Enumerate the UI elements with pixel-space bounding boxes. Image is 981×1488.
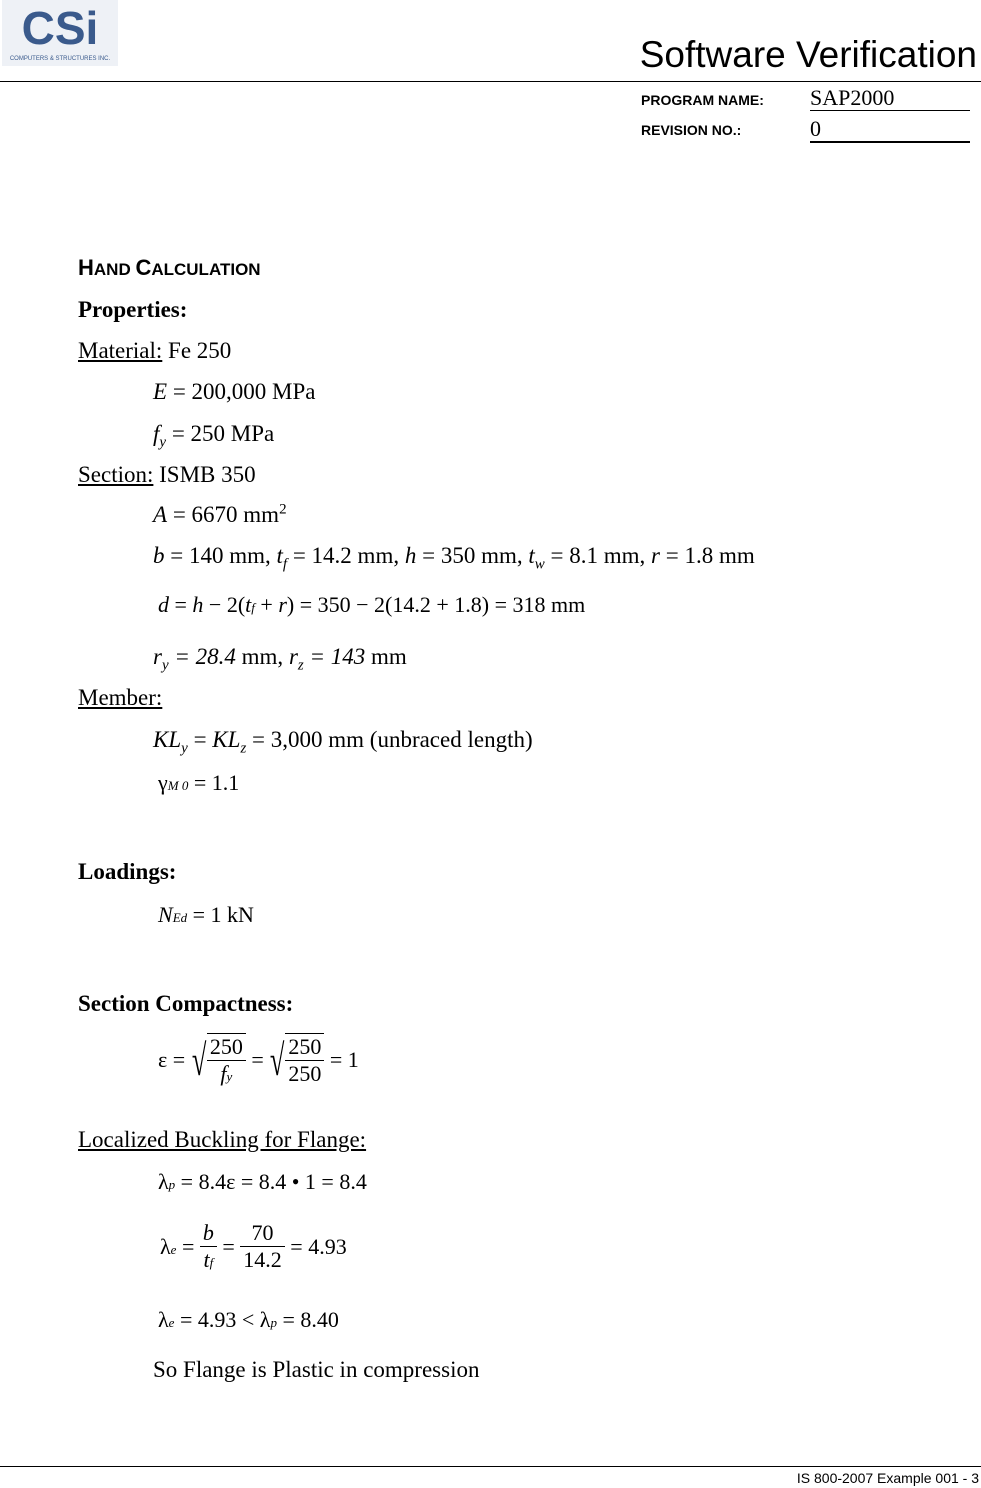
lambda-comparison: λe = 4.93 < λp = 8.40 [158,1307,339,1332]
yield-line: $f_y = 250$ MPa [153,421,275,451]
lambda-p-equation: λp = 8.4ε = 8.4 • 1 = 8.4 [158,1169,367,1194]
dimensions-line: b = 140 mm, $t_f = 14.2$ mm, h = 350 mm, $t_w = 8.1$ mm, r = 1.8 mm [153,543,755,573]
csi-logo [2,0,118,66]
revision-value: 0 [810,117,970,143]
axial-load-equation: NEd = 1 kN [158,902,254,927]
flange-buckling-title: Localized Buckling for Flange: [78,1127,367,1152]
epsilon-equation: ε = √ $\frac{250}{fy}$ = √ $\frac{250}{250}$ = 1 [158,1034,359,1086]
page-title: Software Verification [639,34,977,75]
sqrt-icon: √ [270,1035,285,1085]
gamma-equation: γM 0 = 1.1 [158,770,240,795]
lambda-e-equation: λe = $\frac{b}{tf}$ = $\frac{70}{14.2}$ = 4.93 [160,1220,347,1272]
compactness-title: Section Compactness: [78,991,294,1016]
section-line: Section: ISMB 350 [78,462,256,487]
revision-label: REVISION NO.: [641,122,742,138]
sqrt-icon: √ [191,1035,206,1085]
loadings-title: Loadings: [78,859,177,884]
program-name-value: SAP2000 [810,86,970,111]
area-line: A = 6670 $mm^2$ [153,501,287,527]
modulus-line: E = 200,000 MPa [153,379,316,404]
section-heading: HAND CALCULATION [78,255,261,280]
header-divider [0,81,981,82]
properties-title: Properties: [78,297,188,322]
program-name-label: PROGRAM NAME: [641,92,764,108]
material-line: Material: Fe 250 [78,338,232,363]
length-line: $KL_y = KL_z = 3,000$ mm (unbraced length) [153,727,533,757]
member-label: Member: [78,685,163,710]
logo-text: CSi [21,2,99,54]
csi-logo-mark [2,0,118,66]
footer-text: IS 800-2007 Example 001 - 3 [796,1470,979,1486]
radius-line: $r_y = 28.4$ mm, $r_z = 143$ mm [153,644,407,674]
logo-subtext: COMPUTERS & STRUCTURES INC. [9,56,111,62]
depth-equation: d = h − 2(tf + r) = 350 − 2(14.2 + 1.8) = 318 mm [158,592,586,617]
flange-conclusion: So Flange is Plastic in compression [153,1357,480,1382]
footer-divider [0,1466,981,1467]
